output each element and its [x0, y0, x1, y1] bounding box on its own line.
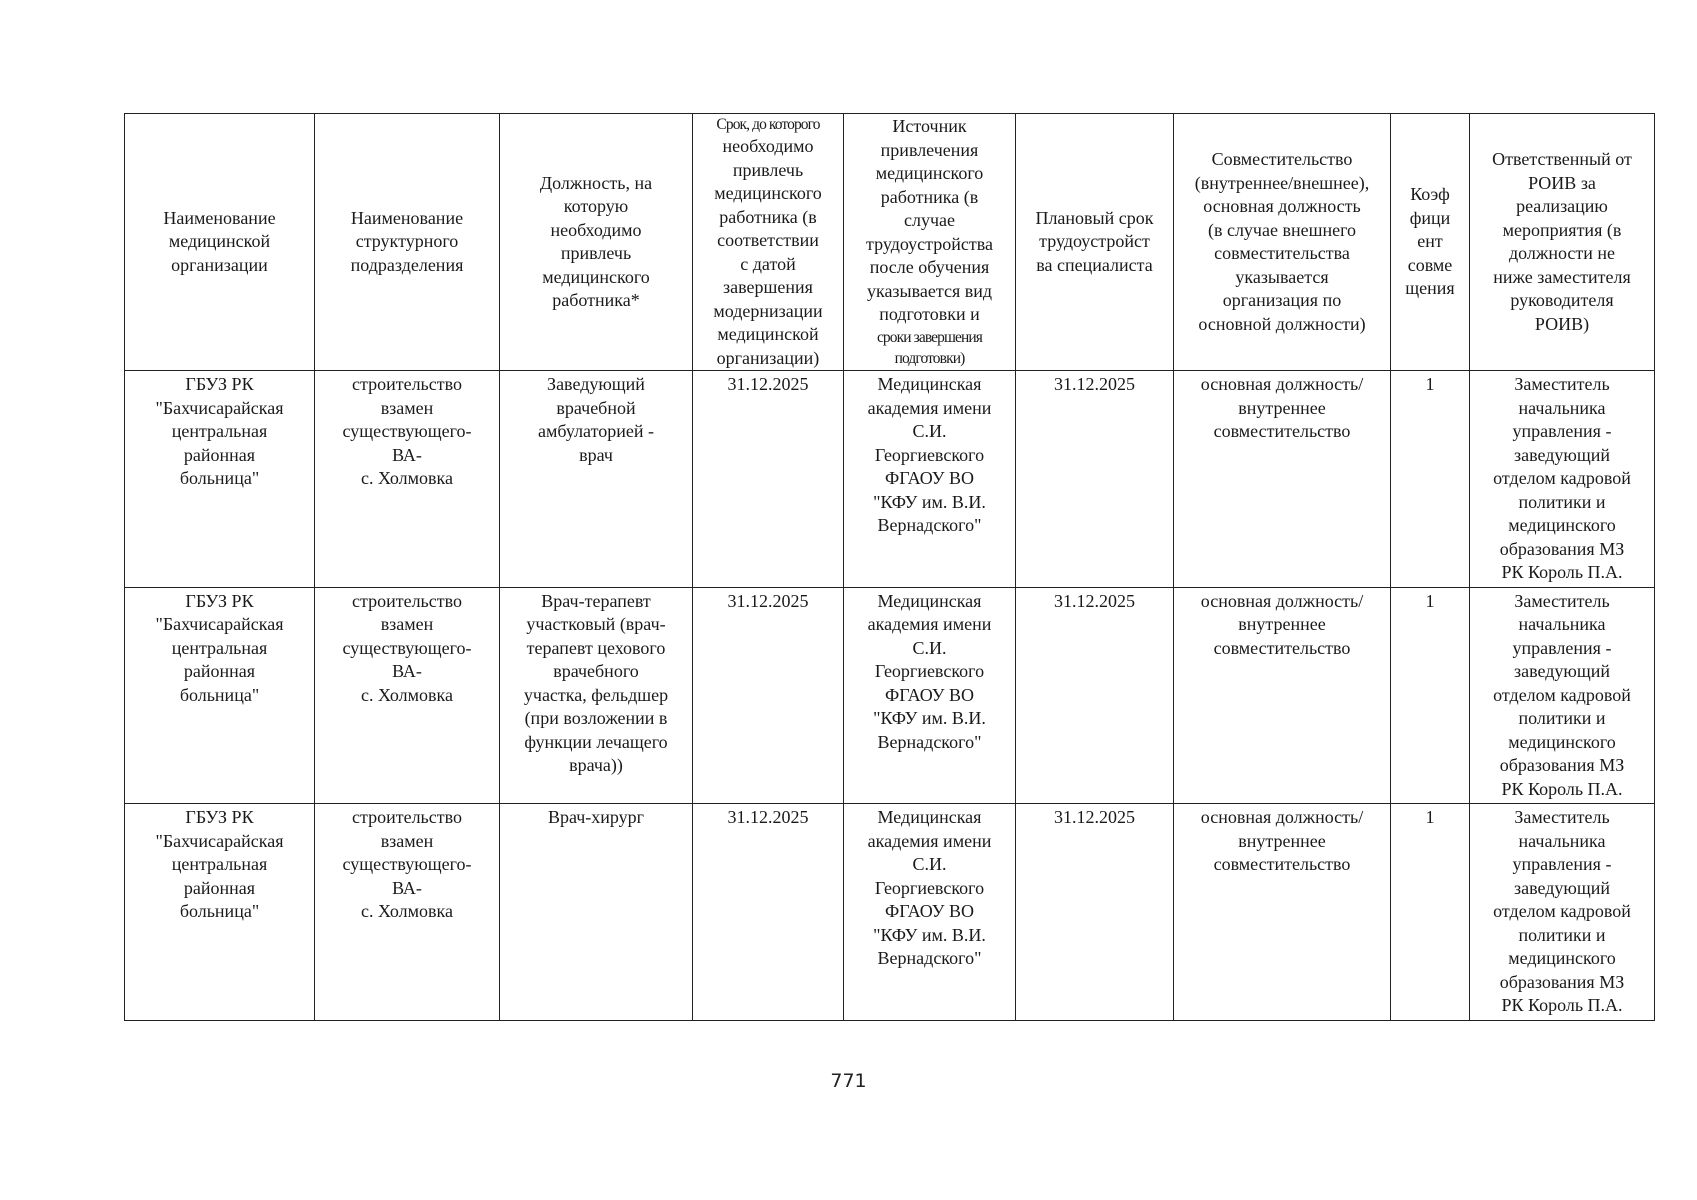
header-planned: Плановый срок трудоустройст ва специалиста	[1016, 114, 1174, 371]
table-header-row	[125, 114, 1655, 371]
cell-source: Медицинская академия имени С.И. Георгиевского ФГАОУ ВО "КФУ им. В.И. Вернадского"	[844, 804, 1016, 1021]
header-combination: Совместительство (внутреннее/внешнее), основная должность (в случае внешнего совместительства указывается организация по основной должности)	[1174, 114, 1391, 371]
cell-source: Медицинская академия имени С.И. Георгиевского ФГАОУ ВО "КФУ им. В.И. Вернадского"	[844, 371, 1016, 588]
cell-responsible: Заместитель начальника управления - заведующий отделом кадровой политики и медицинского образования МЗ РК Король П.А.	[1470, 371, 1655, 588]
staffing-table	[124, 113, 1655, 1021]
cell-coef: 1	[1391, 587, 1470, 804]
cell-unit: строительство взамен существующего- ВА- с. Холмовка	[315, 587, 500, 804]
cell-org: ГБУЗ РК "Бахчисарайская центральная районная больница"	[125, 804, 315, 1021]
header-source-tail2: подготовки)	[894, 349, 965, 367]
cell-planned: 31.12.2025	[1016, 804, 1174, 1021]
cell-position: Врач-хирург	[500, 804, 693, 1021]
cell-combination: основная должность/ внутреннее совместительство	[1174, 804, 1391, 1021]
table-row	[125, 371, 1655, 588]
header-deadline	[693, 114, 844, 371]
header-coef: Коэф фици ент совме щения	[1391, 114, 1470, 371]
cell-position: Врач-терапевт участковый (врач- терапевт цехового врачебного участка, фельдшер (при возложении в функции лечащего врача))	[500, 587, 693, 804]
cell-source: Медицинская академия имени С.И. Георгиевского ФГАОУ ВО "КФУ им. В.И. Вернадского"	[844, 587, 1016, 804]
cell-planned: 31.12.2025	[1016, 371, 1174, 588]
cell-org: ГБУЗ РК "Бахчисарайская центральная районная больница"	[125, 587, 315, 804]
cell-unit: строительство взамен существующего- ВА- с. Холмовка	[315, 371, 500, 588]
header-source	[844, 114, 1016, 371]
page-number: 771	[830, 1070, 867, 1092]
cell-coef: 1	[1391, 804, 1470, 1021]
cell-planned: 31.12.2025	[1016, 587, 1174, 804]
cell-deadline: 31.12.2025	[693, 587, 844, 804]
header-responsible: Ответственный от РОИВ за реализацию мероприятия (в должности не ниже заместителя руководителя РОИВ)	[1470, 114, 1655, 371]
cell-responsible: Заместитель начальника управления - заведующий отделом кадровой политики и медицинского образования МЗ РК Король П.А.	[1470, 804, 1655, 1021]
header-source-body: Источник привлечения медицинского работника (в случае трудоустройства после обучения указывается вид подготовки и	[865, 116, 993, 325]
cell-unit: строительство взамен существующего- ВА- с. Холмовка	[315, 804, 500, 1021]
header-position: Должность, на которую необходимо привлечь медицинского работника*	[500, 114, 693, 371]
header-org: Наименование медицинской организации	[125, 114, 315, 371]
header-source-tail1: сроки завершения	[876, 328, 983, 346]
header-unit: Наименование структурного подразделения	[315, 114, 500, 371]
cell-responsible: Заместитель начальника управления - заведующий отделом кадровой политики и медицинского образования МЗ РК Король П.А.	[1470, 587, 1655, 804]
cell-combination: основная должность/ внутреннее совместительство	[1174, 587, 1391, 804]
table-row	[125, 804, 1655, 1021]
cell-coef: 1	[1391, 371, 1470, 588]
header-deadline-body: необходимо привлечь медицинского работника (в соответствии с датой завершения модернизации медицинской организации)	[713, 136, 823, 368]
table-row	[125, 587, 1655, 804]
cell-org: ГБУЗ РК "Бахчисарайская центральная районная больница"	[125, 371, 315, 588]
cell-position: Заведующий врачебной амбулаторией - врач	[500, 371, 693, 588]
cell-combination: основная должность/ внутреннее совместительство	[1174, 371, 1391, 588]
cell-deadline: 31.12.2025	[693, 804, 844, 1021]
cell-deadline: 31.12.2025	[693, 371, 844, 588]
header-deadline-top: Срок, до которого	[716, 116, 820, 133]
